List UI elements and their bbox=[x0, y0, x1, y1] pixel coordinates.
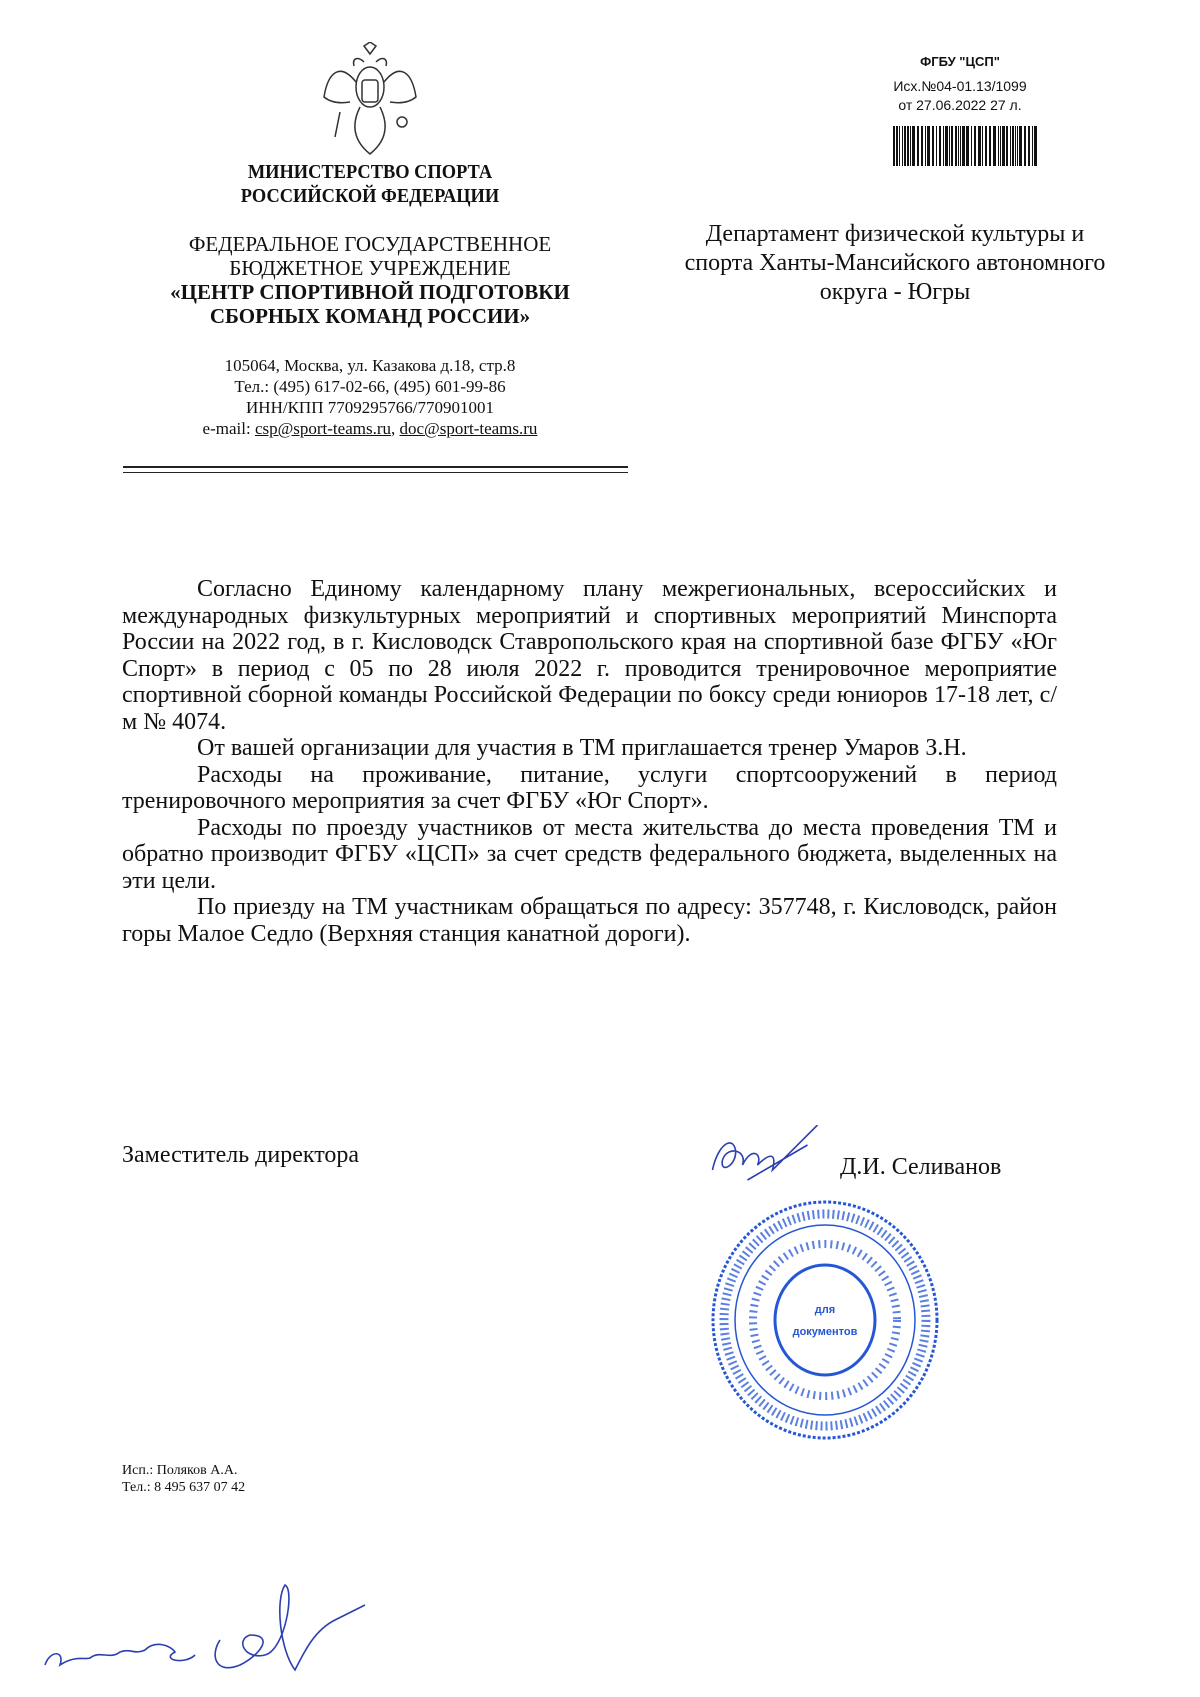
outgoing-date: от 27.06.2022 27 л. bbox=[898, 97, 1022, 113]
barcode-bar bbox=[1019, 126, 1022, 166]
svg-text:для: для bbox=[814, 1304, 836, 1316]
barcode-bar bbox=[966, 126, 969, 166]
inn-kpp: ИНН/КПП 7709295766/770901001 bbox=[246, 398, 494, 417]
barcode-bar bbox=[1012, 126, 1014, 166]
registration-org: ФГБУ "ЦСП" bbox=[920, 54, 1000, 69]
barcode-bar bbox=[974, 126, 976, 166]
barcode-bar bbox=[960, 126, 961, 166]
barcode-bar bbox=[896, 126, 898, 166]
paragraph: По приезду на ТМ участникам обращаться по адресу: 357748, г. Кисловодск, район горы Малое Седло (Верхняя станция канатной дороги). bbox=[122, 894, 1057, 947]
svg-text:документов: документов bbox=[792, 1326, 858, 1338]
barcode-bar bbox=[939, 126, 941, 166]
barcode-bar bbox=[907, 126, 909, 166]
executor-block bbox=[122, 1462, 245, 1496]
barcode-bar bbox=[936, 126, 937, 166]
barcode-bar bbox=[993, 126, 996, 166]
phone: Тел.: (495) 617-02-66, (495) 601-99-86 bbox=[234, 377, 506, 396]
email-label: e-mail: bbox=[202, 419, 255, 438]
barcode-bar bbox=[1032, 126, 1033, 166]
divider bbox=[123, 472, 628, 473]
recipient-line: Департамент физической культуры и bbox=[705, 221, 1085, 247]
coat-of-arms-emblem bbox=[320, 42, 420, 160]
email-line bbox=[150, 418, 590, 439]
official-seal bbox=[705, 1195, 945, 1445]
barcode-bar bbox=[893, 126, 895, 166]
barcode-bar bbox=[982, 126, 983, 166]
barcode-bar bbox=[998, 126, 999, 166]
registration-stamp bbox=[870, 52, 1050, 115]
barcode-bar bbox=[899, 126, 900, 166]
barcode-bar bbox=[917, 126, 919, 166]
contact-block bbox=[150, 355, 590, 439]
barcode-bar bbox=[1028, 126, 1030, 166]
barcode-bar bbox=[971, 126, 972, 166]
org-line: «ЦЕНТР СПОРТИВНОЙ ПОДГОТОВКИ bbox=[170, 280, 570, 304]
paragraph: Расходы по проезду участников от места жительства до места проведения ТМ и обратно производит ФГБУ «ЦСП» за счет средств федерального бюджета, выделенных на эти цели. bbox=[122, 814, 1057, 894]
barcode-bar bbox=[955, 126, 957, 166]
barcode bbox=[893, 126, 1038, 166]
barcode-bar bbox=[921, 126, 923, 166]
address: 105064, Москва, ул. Казакова д.18, стр.8 bbox=[224, 356, 516, 375]
barcode-bar bbox=[1002, 126, 1005, 166]
ministry-line: РОССИЙСКОЙ ФЕДЕРАЦИИ bbox=[240, 185, 500, 207]
barcode-bar bbox=[925, 126, 926, 166]
barcode-bar bbox=[1024, 126, 1026, 166]
barcode-bar bbox=[949, 126, 950, 166]
paragraph: Согласно Единому календарному плану межрегиональных, всероссийских и международных физкультурных мероприятий и спортивных мероприятий Минспорта России на 2022 год, в г. Кисловодск Ставропольского края на спортивной базе ФГБУ «Юг Спорт» в период с 05 по 28 июля 2022 г. проводится тренировочное мероприятие спортивной сборной команды Российской Федерации по боксу среди юниоров 17-18 лет, с/м № 4074. bbox=[122, 576, 1057, 735]
barcode-bar bbox=[951, 126, 953, 166]
divider bbox=[123, 466, 628, 468]
paragraph: Расходы на проживание, питание, услуги спортсооружений в период тренировочного мероприятия за счет ФГБУ «Юг Спорт». bbox=[122, 761, 1057, 814]
handwritten-signature bbox=[35, 1580, 375, 1675]
barcode-bar bbox=[927, 126, 930, 166]
barcode-bar bbox=[989, 126, 991, 166]
recipient bbox=[630, 220, 1160, 307]
ministry-name bbox=[186, 160, 554, 208]
barcode-bar bbox=[1010, 126, 1011, 166]
org-line: БЮДЖЕТНОЕ УЧРЕЖДЕНИЕ bbox=[229, 256, 511, 280]
barcode-bar bbox=[978, 126, 981, 166]
barcode-bar bbox=[932, 126, 934, 166]
barcode-bar bbox=[962, 126, 965, 166]
org-line: СБОРНЫХ КОМАНД РОССИИ» bbox=[209, 304, 531, 328]
barcode-bar bbox=[1006, 126, 1008, 166]
barcode-bar bbox=[985, 126, 987, 166]
barcode-bar bbox=[1000, 126, 1001, 166]
barcode-bar bbox=[1034, 126, 1037, 166]
organization-name bbox=[150, 232, 590, 328]
signer-name: Д.И. Селиванов bbox=[840, 1154, 1002, 1180]
recipient-line: спорта Ханты-Мансийского автономного bbox=[684, 250, 1106, 276]
barcode-bar bbox=[1017, 126, 1018, 166]
ministry-line: МИНИСТЕРСТВО СПОРТА bbox=[247, 161, 493, 183]
executor-name: Исп.: Поляков А.А. bbox=[122, 1463, 238, 1478]
barcode-bar bbox=[1015, 126, 1016, 166]
barcode-bar bbox=[902, 126, 903, 166]
org-line: ФЕДЕРАЛЬНОЕ ГОСУДАРСТВЕННОЕ bbox=[188, 232, 552, 256]
barcode-bar bbox=[904, 126, 906, 166]
email-separator: , bbox=[391, 419, 400, 438]
letter-body bbox=[122, 576, 1057, 947]
barcode-bar bbox=[912, 126, 915, 166]
email-link[interactable]: csp@sport-teams.ru bbox=[254, 419, 391, 438]
signer-position: Заместитель директора bbox=[122, 1142, 360, 1168]
executor-phone: Тел.: 8 495 637 07 42 bbox=[122, 1480, 246, 1495]
barcode-bar bbox=[910, 126, 911, 166]
recipient-line: округа - Югры bbox=[819, 279, 971, 305]
paragraph: От вашей организации для участия в ТМ приглашается тренер Умаров З.Н. bbox=[197, 735, 967, 761]
outgoing-number: Исх.№04-01.13/1099 bbox=[893, 78, 1027, 94]
barcode-bar bbox=[945, 126, 948, 166]
email-link[interactable]: doc@sport-teams.ru bbox=[399, 419, 538, 438]
barcode-bar bbox=[958, 126, 959, 166]
signature-mark bbox=[705, 1125, 830, 1185]
barcode-bar bbox=[943, 126, 944, 166]
